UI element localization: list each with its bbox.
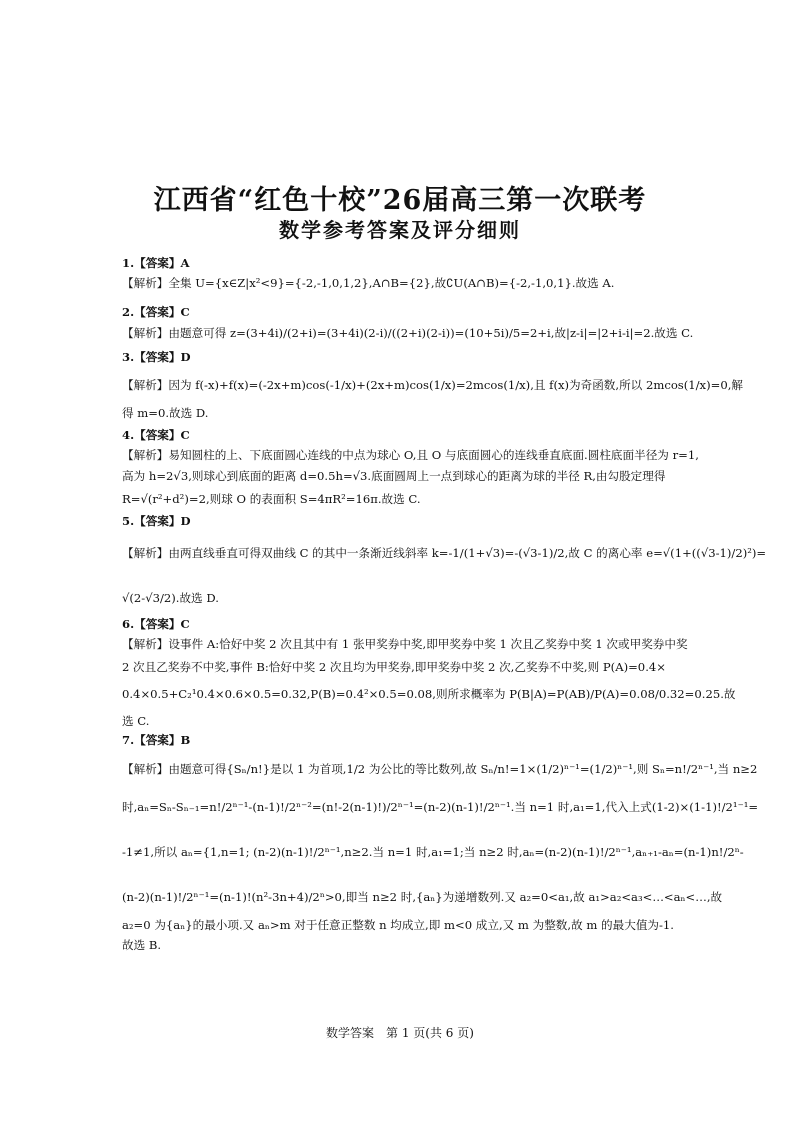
q7-analysis-line5: a₂=0 为{aₙ}的最小项.又 aₙ>m 对于任意正整数 n 均成立,即 m<0 成立,又 m 为整数,故 m 的最大值为-1. <box>122 918 674 932</box>
q5-answer: 5.【答案】D <box>122 514 191 528</box>
q6-analysis-line3: 0.4×0.5+C₂¹0.4×0.6×0.5=0.32,P(B)=0.4²×0.5=0.08,则所求概率为 P(B|A)=P(AB)/P(A)=0.08/0.32=0.25.故 <box>122 687 736 701</box>
q7-analysis-line3: -1≠1,所以 aₙ={1,n=1; (n-2)(n-1)!/2ⁿ⁻¹,n≥2.当 n=1 时,a₁=1;当 n≥2 时,aₙ=(n-2)(n-1)!/2ⁿ⁻¹,aₙ₊₁-aₙ=(n-1)n!/2ⁿ- <box>122 845 744 859</box>
q3-analysis-line1: 【解析】因为 f(-x)+f(x)=(-2x+m)cos(-1/x)+(2x+m)cos(1/x)=2mcos(1/x),且 f(x)为奇函数,所以 2mcos(1/x)=0,解 <box>122 378 743 392</box>
q5-analysis-line1: 【解析】由两直线垂直可得双曲线 C 的其中一条渐近线斜率 k=-1/(1+√3)=-(√3-1)/2,故 C 的离心率 e=√(1+((√3-1)/2)²)= <box>122 546 767 560</box>
q7-analysis-line1: 【解析】由题意可得{Sₙ/n!}是以 1 为首项,1/2 为公比的等比数列,故 Sₙ/n!=1×(1/2)ⁿ⁻¹=(1/2)ⁿ⁻¹,则 Sₙ=n!/2ⁿ⁻¹,当 n≥2 <box>122 762 758 776</box>
q7-answer: 7.【答案】B <box>122 733 191 747</box>
q7-analysis-line2: 时,aₙ=Sₙ-Sₙ₋₁=n!/2ⁿ⁻¹-(n-1)!/2ⁿ⁻²=(n!-2(n-1)!)/2ⁿ⁻¹=(n-2)(n-1)!/2ⁿ⁻¹.当 n=1 时,a₁=1,代入上式(1-2)×(1-1)!/2¹⁻¹= <box>122 800 759 814</box>
q4-analysis-line3: R=√(r²+d²)=2,则球 O 的表面积 S=4πR²=16π.故选 C. <box>122 492 421 506</box>
q3-answer: 3.【答案】D <box>122 350 191 364</box>
q2-analysis: 【解析】由题意可得 z=(3+4i)/(2+i)=(3+4i)(2-i)/((2+i)(2-i))=(10+5i)/5=2+i,故|z-i|=|2+i-i|=2.故选 C. <box>122 326 694 340</box>
page-title: 江西省“红色十校”26届高三第一次联考 <box>153 185 647 216</box>
q4-analysis-line1: 【解析】易知圆柱的上、下底面圆心连线的中点为球心 O,且 O 与底面圆心的连线垂直底面.圆柱底面半径为 r=1, <box>122 448 699 462</box>
q5-analysis-line2: √(2-√3/2).故选 D. <box>122 591 219 605</box>
q3-analysis-line2: 得 m=0.故选 D. <box>122 406 209 420</box>
q6-analysis-line4: 选 C. <box>122 714 150 728</box>
q6-analysis-line1: 【解析】设事件 A:恰好中奖 2 次且其中有 1 张甲奖券中奖,即甲奖券中奖 1 次且乙奖券中奖 1 次或甲奖券中奖 <box>122 637 688 651</box>
q6-answer: 6.【答案】C <box>122 617 190 631</box>
q2-answer: 2.【答案】C <box>122 305 190 319</box>
page-subtitle: 数学参考答案及评分细则 <box>279 218 521 242</box>
page-footer: 数学答案 第 1 页(共 6 页) <box>326 1026 474 1040</box>
q4-analysis-line2: 高为 h=2√3,则球心到底面的距离 d=0.5h=√3.底面圆周上一点到球心的距离为球的半径 R,由勾股定理得 <box>122 469 666 483</box>
q4-answer: 4.【答案】C <box>122 428 190 442</box>
q6-analysis-line2: 2 次且乙奖券不中奖,事件 B:恰好中奖 2 次且均为甲奖券,即甲奖券中奖 2 次,乙奖券不中奖,则 P(A)=0.4× <box>122 660 666 674</box>
q1-answer: 1.【答案】A <box>122 256 190 270</box>
q7-analysis-line4: (n-2)(n-1)!/2ⁿ⁻¹=(n-1)!(n²-3n+4)/2ⁿ>0,即当 n≥2 时,{aₙ}为递增数列.又 a₂=0<a₁,故 a₁>a₂<a₃<…<aₙ<…,故 <box>122 890 723 904</box>
q1-analysis: 【解析】全集 U={x∈Z|x²<9}={-2,-1,0,1,2},A∩B={2},故∁U(A∩B)={-2,-1,0,1}.故选 A. <box>122 276 615 290</box>
q7-analysis-line6: 故选 B. <box>122 938 162 952</box>
